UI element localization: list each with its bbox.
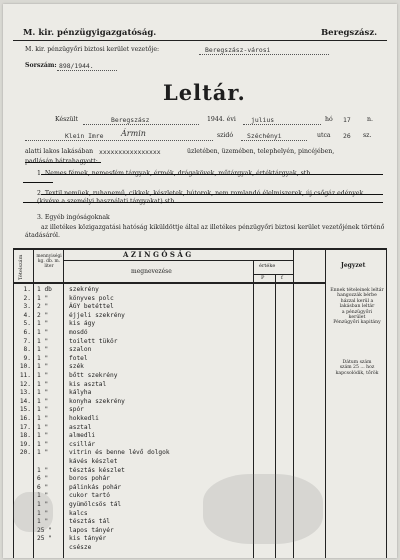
- made-day: 17: [343, 116, 351, 124]
- owner-name: Klein Imre: [65, 132, 104, 140]
- row-number: 2.: [23, 294, 31, 302]
- row-quantity: 1 ": [37, 389, 49, 397]
- row-description: cukor tartó: [69, 492, 110, 500]
- row-number: 8.: [23, 346, 31, 354]
- owner-city-label: szidó: [217, 132, 234, 139]
- row-description: ÁGY betéttel: [69, 303, 114, 311]
- row-description: tésztás készlet: [69, 466, 125, 474]
- intro-line-4: padlásán hátrahagyott:: [25, 158, 98, 165]
- row-quantity: 1 ": [37, 380, 49, 388]
- row-quantity: 1 ": [37, 397, 49, 405]
- made-label: Készült: [55, 116, 79, 123]
- category-2: 2. Textil nemüek, ruhanemű, cikkek, készletek, bútorok, nem romlandó élelmiszerek, új csőgáz edények (kivéve a személyi használati tárgyakat) stb.: [37, 190, 364, 205]
- row-description: hokkedli: [69, 415, 99, 422]
- col-p: P: [261, 275, 265, 281]
- row-number: 11.: [19, 372, 31, 379]
- row-description: spór: [69, 406, 84, 414]
- row-number: 13.: [19, 389, 31, 397]
- row-description: vitrin és benne lévő dolgok: [69, 449, 170, 457]
- notes-column: [329, 288, 385, 376]
- row-description: könyves polc: [69, 294, 114, 302]
- row-number: 3.: [23, 303, 31, 311]
- row-description: szekrény: [69, 286, 99, 293]
- note-line: szám 25 ... hoz: [339, 365, 375, 371]
- row-description: asztal: [69, 423, 92, 431]
- made-day-suffix: n.: [367, 116, 373, 123]
- row-quantity: 6 ": [37, 475, 49, 483]
- row-quantity: 1 db: [37, 286, 52, 293]
- inventory-table: [13, 248, 387, 558]
- row-description: boros pohár: [69, 475, 110, 483]
- intro-line-1: alatti lakos lakásában: [25, 148, 94, 155]
- row-quantity: 1 ": [37, 518, 49, 526]
- note-line: kapcsolódik, tőrök: [335, 370, 379, 376]
- row-number: 20.: [19, 449, 31, 457]
- col-erteke: értéke: [259, 263, 276, 269]
- district-value: Beregszász-városi: [205, 46, 271, 54]
- note-line: Ennek tételeinek leltár: [330, 288, 384, 293]
- row-description: kis tányér: [69, 535, 107, 543]
- row-description: kis ágy: [69, 320, 96, 328]
- row-number: 9.: [23, 354, 31, 362]
- row-description: csillár: [69, 440, 96, 448]
- row-quantity: 1 ": [37, 372, 49, 379]
- col-ingosag-title: A Z I N G Ó S Á G: [123, 250, 192, 259]
- col-mennyiseg: mennyiségi kg. db. m. liter: [36, 254, 62, 269]
- row-description: kályha: [69, 389, 92, 397]
- row-description: lapos tányér: [69, 526, 114, 534]
- row-description: konyha szekrény: [69, 397, 125, 405]
- row-quantity: 1 ": [37, 423, 49, 431]
- row-quantity: 1 ": [37, 337, 49, 345]
- row-quantity: 1 ": [37, 363, 49, 371]
- row-description: toilett tükör: [69, 337, 118, 345]
- row-quantity: 6 ": [37, 483, 49, 491]
- row-quantity: 1 ": [37, 492, 49, 500]
- owner-name-handwritten: Ármin: [121, 129, 146, 138]
- category-1: 1. Nemes fémek, nemesfém tárgyak, érmék, drágakövek, műtárgyak, értéktárgyak, stb.: [37, 170, 313, 177]
- serial-label: Sorszám:: [25, 62, 57, 69]
- row-number: 18.: [19, 432, 31, 440]
- row-description: csésze: [69, 544, 92, 551]
- row-quantity: 1 ": [37, 329, 49, 336]
- row-quantity: 1 ": [37, 354, 49, 362]
- row-description: éjjeli szekrény: [69, 311, 125, 319]
- intro-line-2: xxxxxxxxxxxxxxxx: [99, 148, 161, 156]
- col-tetelszam: Tételszám: [18, 254, 24, 280]
- note-line: kerület: [348, 315, 366, 321]
- office-city: Beregszász.: [321, 28, 378, 38]
- row-number: 6.: [23, 329, 31, 336]
- row-number: 4.: [23, 311, 31, 319]
- row-number: 15.: [19, 406, 31, 414]
- made-month: julius: [251, 116, 275, 124]
- row-description: bőtt szekrény: [69, 372, 118, 379]
- row-description: fotel: [69, 354, 88, 362]
- row-quantity: 1 ": [37, 406, 49, 414]
- row-number: 16.: [19, 415, 31, 422]
- handover-text: az illetékes közigazgatási hatóság kiküldöttje által az illetékes pénzügyőri biztosi kerület vezetőjének történő átadásáról.: [25, 224, 385, 239]
- owner-street-label: utca: [317, 132, 331, 139]
- district-label: M. kir. pénzügyőri biztosi kerület vezetője:: [25, 46, 160, 53]
- note-line: a pénzügyőri: [341, 309, 373, 315]
- note-line: lakásban leltár: [339, 304, 375, 310]
- row-number: 1.: [23, 286, 31, 293]
- row-description: pálinkás pohár: [69, 483, 122, 491]
- row-description: tésztás tál: [69, 518, 110, 526]
- row-number: 12.: [19, 380, 31, 388]
- note-line: Pénzügyőri kapitány: [333, 320, 381, 326]
- note-line: házzal kerül a: [340, 298, 374, 304]
- row-description: kis asztal: [69, 380, 107, 388]
- row-description: kávés készlet: [69, 458, 118, 465]
- row-quantity: 1 ": [37, 415, 49, 422]
- inventory-sheet: [3, 4, 397, 558]
- intro-line-3: üzletében, üzemében, telephelyén, pincéjében,: [187, 148, 335, 155]
- row-quantity: 25 ": [37, 526, 52, 534]
- row-number: 7.: [23, 337, 31, 345]
- row-number: 5.: [23, 320, 31, 328]
- office-name: M. kir. pénzügyigazgatóság.: [23, 28, 157, 38]
- row-description: szék: [69, 363, 84, 371]
- category-3: 3. Egyéb ingóságoknak: [37, 214, 110, 221]
- row-quantity: 1 ": [37, 501, 49, 508]
- made-year: 1944. évi: [207, 116, 236, 123]
- row-number: 10.: [19, 363, 31, 371]
- row-quantity: 1 ": [37, 346, 49, 354]
- made-month-suffix: hó: [325, 116, 333, 123]
- row-quantity: 1 ": [37, 432, 49, 440]
- row-description: szalon: [69, 346, 92, 354]
- row-quantity: 25 ": [37, 535, 52, 543]
- row-quantity: 1 ": [37, 509, 49, 517]
- serial-value: 898/1944.: [59, 62, 94, 70]
- owner-house-suffix: sz.: [363, 132, 372, 139]
- row-quantity: 1 ": [37, 449, 49, 457]
- made-place: Beregszász: [111, 116, 150, 124]
- note-line: hangozzák bérbe: [337, 293, 377, 299]
- row-quantity: 1 ": [37, 294, 49, 302]
- row-description: mosdó: [69, 329, 88, 336]
- owner-street: Széchényi: [247, 132, 282, 140]
- row-number: 14.: [19, 397, 31, 405]
- col-jegyzet: Jegyzet: [341, 262, 366, 269]
- row-number: 19.: [19, 440, 31, 448]
- row-quantity: 1 ": [37, 440, 49, 448]
- row-quantity: 1 ": [37, 320, 49, 328]
- row-quantity: 2 ": [37, 311, 49, 319]
- col-megnevezes: megnevezése: [131, 268, 172, 275]
- row-number: 17.: [19, 423, 31, 431]
- row-quantity: 2 ": [37, 303, 49, 311]
- owner-house: 26: [343, 132, 351, 140]
- row-description: almedli: [69, 432, 96, 440]
- row-quantity: 1 ": [37, 466, 49, 474]
- note-line: Dátum szám: [342, 359, 372, 365]
- row-description: kalcs: [69, 509, 88, 517]
- col-f: f: [281, 275, 283, 281]
- page-title: Leltár.: [163, 80, 246, 105]
- row-description: gyümölcsös tál: [69, 501, 122, 508]
